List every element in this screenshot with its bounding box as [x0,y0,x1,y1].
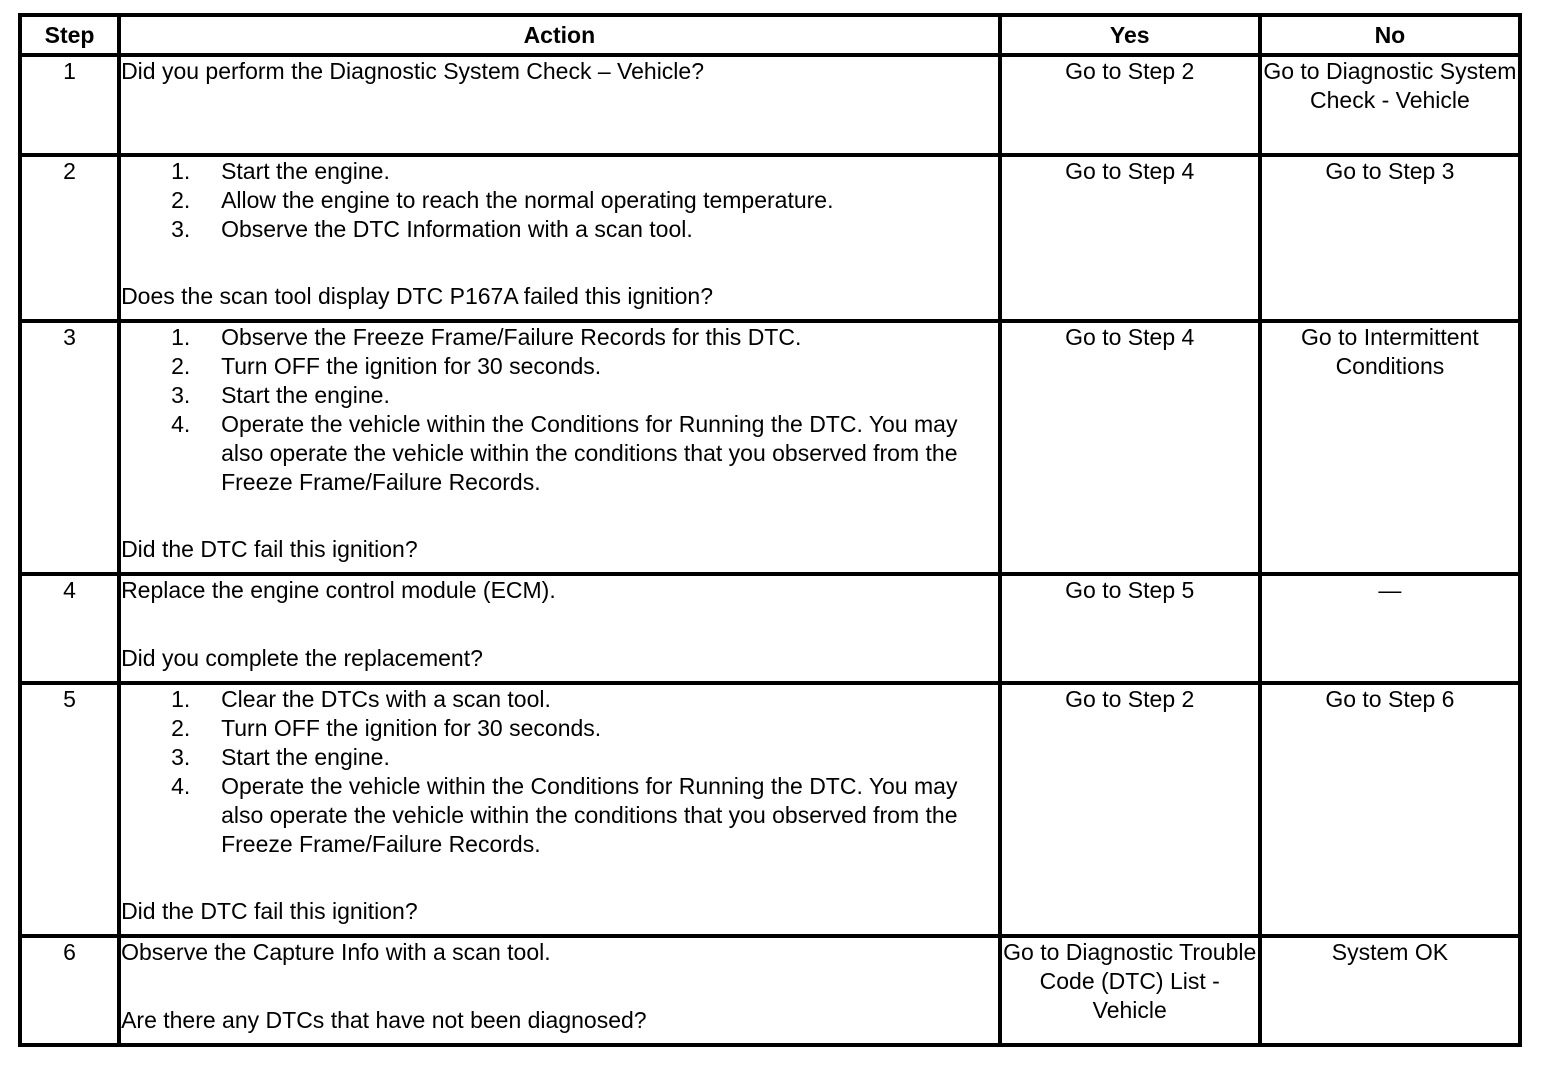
list-item-number: 3. [171,216,191,242]
list-item [121,410,998,497]
action-instructions [121,576,998,605]
diagnostic-table [18,13,1522,1047]
list-item-number: 1. [171,324,191,350]
list-item-number: 3. [171,744,191,770]
list-item-text: Allow the engine to reach the normal operating temperature. [221,187,834,213]
step-list [121,323,998,497]
list-item-number: 4. [171,411,191,437]
list-item [121,186,998,215]
table-row [20,55,1520,155]
list-item-number: 4. [171,773,191,799]
action-content [121,157,998,311]
action-content [121,576,998,673]
yes-result: Go to Step 4 [1000,155,1260,321]
action-question: Did you complete the replacement? [121,645,483,671]
table-row [20,321,1520,574]
list-item [121,714,998,743]
table-row [20,683,1520,936]
header-no: No [1260,15,1520,55]
yes-result: Go to Step 2 [1000,55,1260,155]
list-item-text: Turn OFF the ignition for 30 seconds. [221,715,602,741]
list-item-number: 1. [171,158,191,184]
action-cell [119,574,1000,683]
list-item [121,685,998,714]
table-row [20,155,1520,321]
step-number: 6 [20,936,119,1045]
list-item [121,772,998,859]
list-item-number: 2. [171,187,191,213]
action-instructions [121,323,998,497]
action-cell [119,683,1000,936]
list-item [121,157,998,186]
action-content [121,323,998,564]
list-item-text: Clear the DTCs with a scan tool. [221,686,551,712]
list-item-number: 3. [171,382,191,408]
list-item-text: Observe the DTC Information with a scan tool. [221,216,693,242]
action-intro: Observe the Capture Info with a scan tool. [121,939,551,965]
no-result: — [1260,574,1520,683]
yes-result: Go to Step 2 [1000,683,1260,936]
action-question: Are there any DTCs that have not been diagnosed? [121,1007,647,1033]
list-item [121,381,998,410]
list-item-number: 2. [171,353,191,379]
list-item [121,215,998,244]
header-yes: Yes [1000,15,1260,55]
list-item-text: Operate the vehicle within the Conditions for Running the DTC. You may also operate the vehicle within the conditions that you observed from the Freeze Frame/Failure Records. [221,773,958,857]
action-content [121,685,998,926]
list-item [121,352,998,381]
list-item-number: 2. [171,715,191,741]
list-item-text: Observe the Freeze Frame/Failure Records for this DTC. [221,324,802,350]
no-result: Go to Intermittent Conditions [1260,321,1520,574]
list-item [121,743,998,772]
no-result: Go to Step 3 [1260,155,1520,321]
action-question: Did the DTC fail this ignition? [121,536,418,562]
yes-result: Go to Step 5 [1000,574,1260,683]
step-number: 4 [20,574,119,683]
table-row [20,936,1520,1045]
header-step: Step [20,15,119,55]
action-instructions [121,57,998,86]
action-cell [119,321,1000,574]
action-cell [119,936,1000,1045]
no-result: System OK [1260,936,1520,1045]
header-row [20,15,1520,55]
yes-result: Go to Diagnostic Trouble Code (DTC) List - Vehicle [1000,936,1260,1045]
list-item-number: 1. [171,686,191,712]
step-number: 5 [20,683,119,936]
action-instructions [121,685,998,859]
list-item-text: Start the engine. [221,382,390,408]
action-question: Does the scan tool display DTC P167A failed this ignition? [121,283,714,309]
no-result: Go to Diagnostic System Check - Vehicle [1260,55,1520,155]
action-content [121,938,998,1035]
header-action: Action [119,15,1000,55]
action-cell [119,55,1000,155]
list-item-text: Start the engine. [221,744,390,770]
action-instructions [121,938,998,967]
list-item-text: Turn OFF the ignition for 30 seconds. [221,353,602,379]
action-question: Did the DTC fail this ignition? [121,898,418,924]
action-cell [119,155,1000,321]
step-list [121,157,998,244]
action-instructions [121,157,998,244]
step-number: 3 [20,321,119,574]
list-item-text: Operate the vehicle within the Conditions for Running the DTC. You may also operate the vehicle within the conditions that you observed from the Freeze Frame/Failure Records. [221,411,958,495]
list-item-text: Start the engine. [221,158,390,184]
list-item [121,323,998,352]
step-number: 2 [20,155,119,321]
action-intro: Replace the engine control module (ECM). [121,577,556,603]
action-content [121,57,998,145]
table-row [20,574,1520,683]
no-result: Go to Step 6 [1260,683,1520,936]
step-list [121,685,998,859]
yes-result: Go to Step 4 [1000,321,1260,574]
step-number: 1 [20,55,119,155]
action-intro: Did you perform the Diagnostic System Check – Vehicle? [121,58,705,84]
